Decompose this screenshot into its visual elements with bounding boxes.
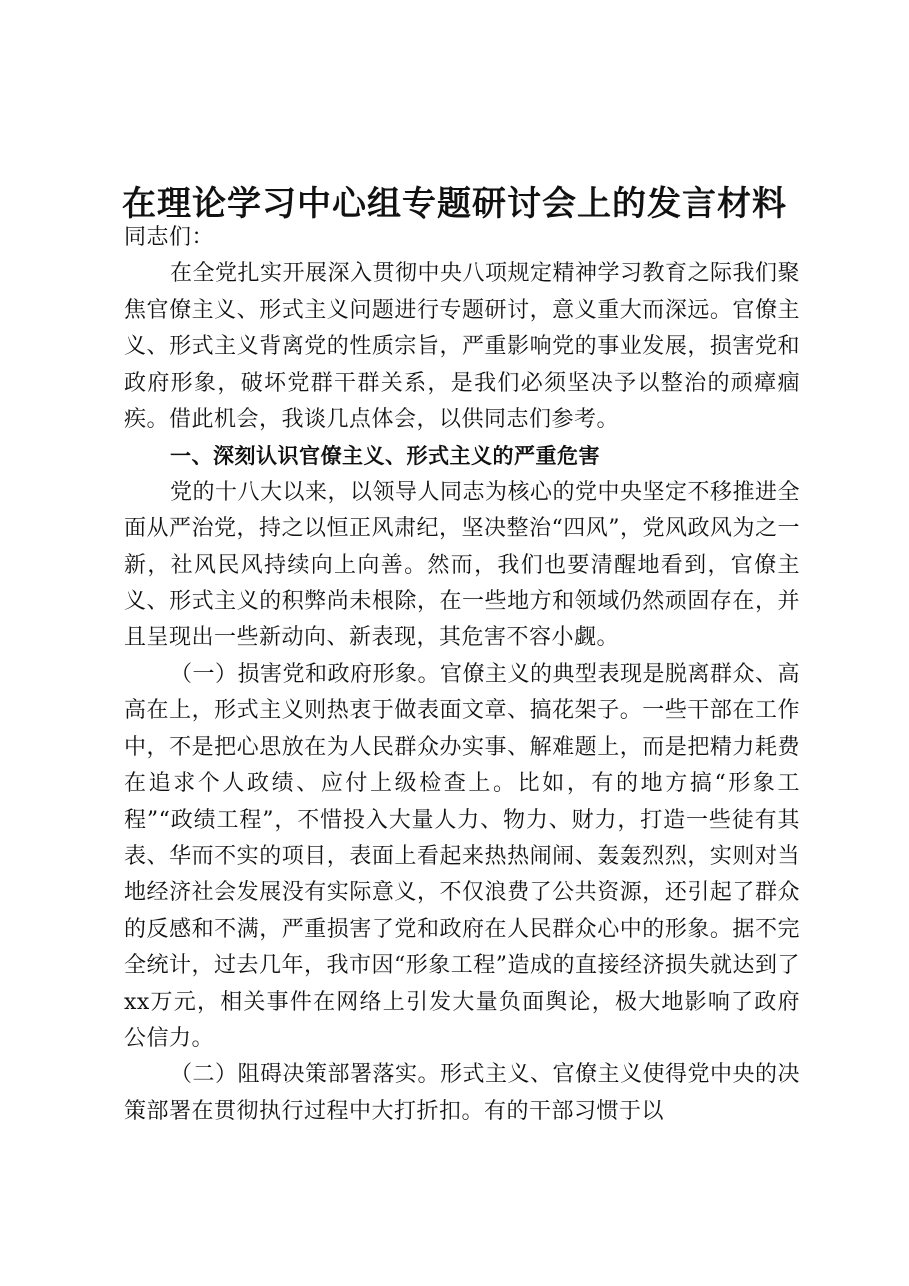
greeting: 同志们： xyxy=(124,225,215,250)
body-paragraph-2: （一）损害党和政府形象。官僚主义的典型表现是脱离群众、高高在上，形式主义则热衷于做表面文章、搞花架子。一些干部在工作中，不是把心思放在为人民群众办实事、解难题上，而是把精力耗费在追求个人政绩、应付上级检查上。比如，有的地方搞“形象工程”“政绩工程”，不惜投入大量人力、物力、财力，打造一些徒有其表、华而不实的项目，表面上看起来热热闹闹、轰轰烈烈，实则对当地经济社会发展没有实际意义，不仅浪费了公共资源，还引起了群众的反感和不满，严重损害了党和政府在人民群众心中的形象。据不完全统计，过去几年，我市因“形象工程”造成的直接经济损失就达到了xx万元，相关事件在网络上引发大量负面舆论，极大地影响了政府公信力。 xyxy=(124,661,801,1051)
document-title: 在理论学习中心组专题研讨会上的发言材料 xyxy=(122,183,787,224)
body-paragraph-3: （二）阻碍决策部署落实。形式主义、官僚主义使得党中央的决策部署在贯彻执行过程中大打折扣。有的干部习惯于以 xyxy=(124,1062,801,1124)
document-body xyxy=(124,220,800,1130)
body-paragraph-1: 党的十八大以来，以领导人同志为核心的党中央坚定不移推进全面从严治党，持之以恒正风肃纪，坚决整治“四风”，党风政风为之一新，社风民风持续向上向善。然而，我们也要清醒地看到，官僚主义、形式主义的积弊尚未根除，在一些地方和领域仍然顽固存在，并且呈现出一些新动向、新表现，其危害不容小觑。 xyxy=(124,479,801,651)
section-heading-1: 一、深刻认识官僚主义、形式主义的严重危害 xyxy=(170,444,600,469)
intro-paragraph: 在全党扎实开展深入贯彻中央八项规定精神学习教育之际我们聚焦官僚主义、形式主义问题进行专题研讨，意义重大而深远。官僚主义、形式主义背离党的性质宗旨，严重影响党的事业发展，损害党和政府形象，破坏党群干群关系，是我们必须坚决予以整治的顽瘴痼疾。借此机会，我谈几点体会，以供同志们参考。 xyxy=(124,261,801,433)
